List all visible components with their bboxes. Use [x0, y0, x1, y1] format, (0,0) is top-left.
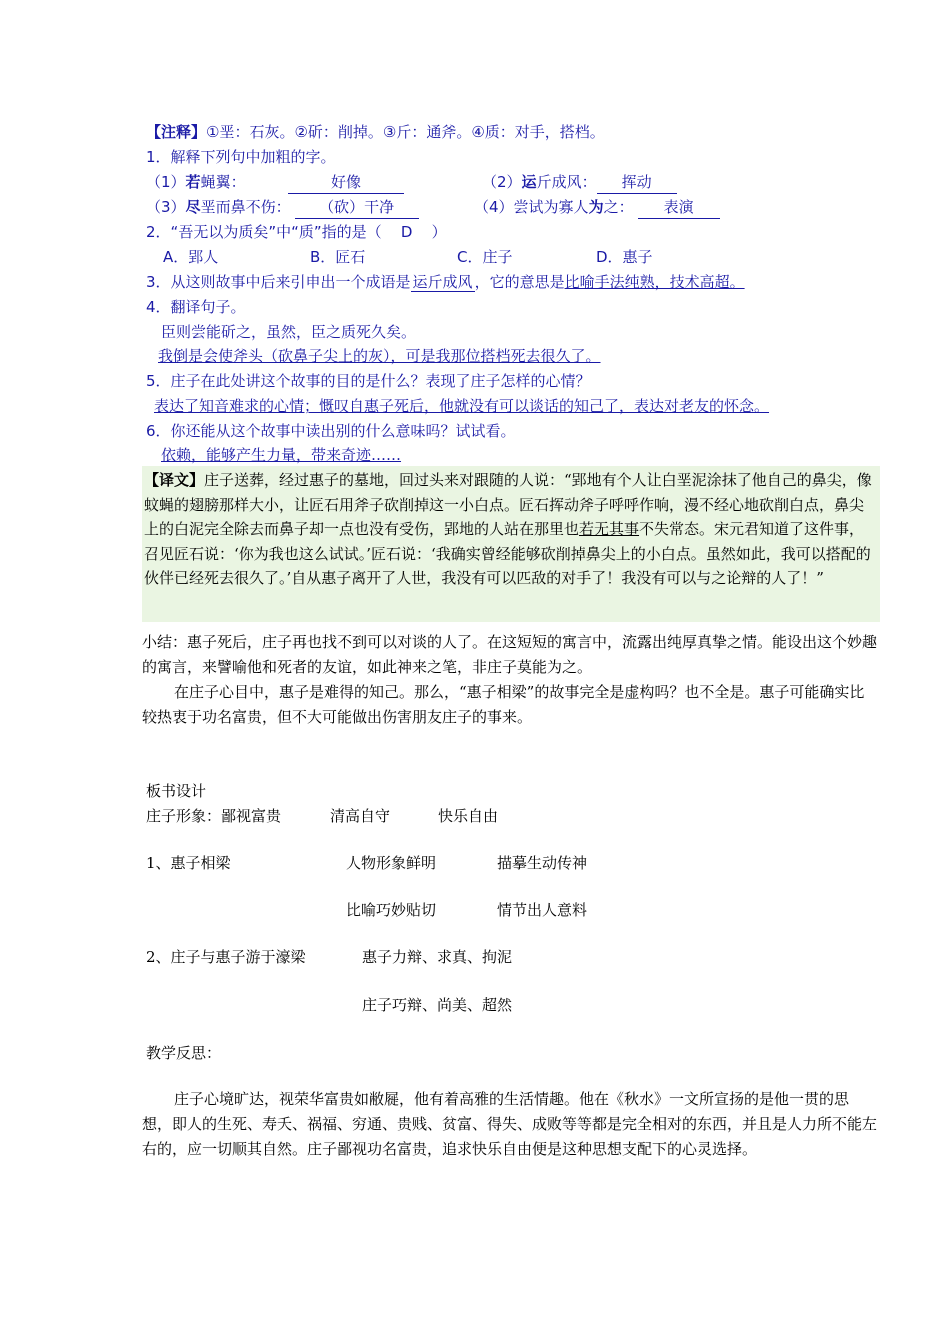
q6-title: 6．你还能从这个故事中读出别的什么意味吗？试试看。 [146, 422, 516, 440]
q1-item-3-bold: 尽 [185, 198, 201, 216]
translation-text-2: 不失常态。宋元君知道了这件事，召见匠石说：‘你为我也这么试试。’匠石说：‘我确实曾经能够砍削掉鼻尖上的小白点。虽然如此，我可以搭配的伙伴已经死去很久了。’自从惠子离开了人世，我没有可以匹敌的对手了！我没有可以与之论辩的人了！” [144, 520, 871, 588]
translation-text-1: 庄子送葬，经过惠子的墓地，回过头来对跟随的人说：“郢地有个人让白垩泥涂抹了他自己的鼻尖，像蚊蝇的翅膀那样大小，让匠石用斧子砍削掉这一小白点。匠石挥动斧子呼呼作响，漫不经心地砍削白点，鼻尖上的白泥完全除去而鼻子却一点也没有受伤，郢地的人站在那里也 [144, 471, 872, 539]
q5-answer-text: 表达了知音难求的心情；慨叹自惠子死后，他就没有可以谈话的知己了，表达对老友的怀念。 [154, 397, 770, 415]
q1-title: 1．解释下列句中加粗的字。 [146, 148, 336, 166]
board-s1-b: 描摹生动传神 [497, 854, 588, 872]
board-s2-b: 庄子巧辩、尚美、超然 [362, 996, 513, 1014]
q1-item-1-answer-wrap [288, 171, 404, 194]
translation-label: 【译文】 [144, 471, 205, 489]
summary-p1: 小结：惠子死后，庄子再也找不到可以对谈的人了。在这短短的寓言中，流露出纯厚真挚之情。能设出这个妙趣的寓言，来譬喻他和死者的友谊，如此神来之笔，非庄子莫能为之。 [142, 633, 878, 676]
q6-answer-text: 依赖，能够产生力量，带来奇迹…… [161, 446, 402, 464]
board-title: 板书设计 [146, 782, 207, 800]
q1-item-4-pre: 尝试为寡人 [513, 198, 589, 216]
q3-line [146, 271, 745, 293]
notes-line [146, 121, 605, 143]
q6-answer [161, 444, 401, 466]
q1-item-4-bold: 为 [588, 198, 604, 216]
board-s1-a: 人物形象鲜明 [346, 854, 437, 872]
q2-option-c: C．庄子 [457, 248, 513, 266]
q4-answer [158, 345, 601, 367]
q2-close: ） [431, 223, 447, 241]
q1-item-2 [482, 171, 677, 194]
notes-bracket: 【注释】 [146, 123, 207, 141]
q1-item-1-bold: 若 [185, 173, 201, 191]
notes-text: ①垩：石灰。②斫：削掉。③斤：通斧。④质：对手，搭档。 [206, 123, 605, 141]
translation-block [142, 466, 880, 622]
reflection-text: 庄子心境旷达，视荣华富贵如敝屣，他有着高雅的生活情趣。他在《秋水》一文所宣扬的是他一贯的思想，即人的生死、寿夭、祸福、穷通、贵贱、贫富、得失、成败等等都是完全相对的东西，并且是人力所不能左右的，应一切顺其自然。庄子鄙视功名富贵，追求快乐自由便是这种思想支配下的心灵选择。 [142, 1090, 878, 1158]
q4-title: 4．翻译句子。 [146, 298, 246, 316]
summary-p2: 在庄子心目中，惠子是难得的知己。那么，“惠子相梁”的故事完全是虚构吗？也不全是。惠子可能确实比较热衷于功名富贵，但不大可能做出伤害朋友庄子的事来。 [142, 683, 865, 726]
q5-answer [154, 395, 769, 417]
translation-underlined: 若无其事 [579, 520, 640, 539]
board-s2-a: 惠子力辩、求真、拘泥 [362, 948, 513, 966]
q1-item-1-rest: 蝇翼： [200, 173, 246, 191]
q1-item-2-rest: 斤成风： [536, 173, 597, 191]
q1-item-3 [146, 196, 419, 219]
q2-line [146, 221, 447, 243]
q1-item-1 [146, 171, 246, 193]
q1-item-4 [474, 196, 720, 219]
q3-mid: ，它的意思是 [474, 273, 565, 291]
board-image-3: 快乐自由 [438, 807, 499, 825]
q1-item-4-num: （4） [474, 198, 514, 216]
q1-item-1-num: （1） [146, 173, 186, 191]
reflection-title: 教学反思： [146, 1044, 222, 1062]
board-s2-label: 2、庄子与惠子游于濠梁 [146, 948, 306, 966]
q1-item-3-answer: （砍）干净 [295, 196, 419, 219]
q2-option-d: D．惠子 [596, 248, 653, 266]
q4-sentence: 臣则尝能斫之，虽然，臣之质死久矣。 [161, 323, 417, 341]
board-image-label: 庄子形象：鄙视富贵 [146, 807, 282, 825]
q1-item-3-rest: 垩而鼻不伤： [200, 198, 291, 216]
q3-idiom: 运斤成风 [412, 273, 473, 291]
q5-title: 5．庄子在此处讲这个故事的目的是什么？表现了庄子怎样的心情？ [146, 372, 591, 390]
q1-item-4-rest: 之： [603, 198, 634, 216]
board-image-2: 清高自守 [330, 807, 391, 825]
q1-item-1-answer: 好像 [288, 171, 404, 194]
q1-item-4-answer: 表演 [638, 196, 720, 219]
q1-item-2-num: （2） [482, 173, 522, 191]
board-s1-label: 1、惠子相梁 [146, 854, 231, 872]
q3-pre: 3．从这则故事中后来引申出一个成语是 [146, 273, 411, 291]
q1-item-3-num: （3） [146, 198, 186, 216]
q2-answer: D [400, 223, 413, 241]
q2-title: 2．“吾无以为质矣”中“质”指的是（ [146, 223, 382, 241]
q1-item-2-answer: 挥动 [597, 171, 677, 194]
q2-option-a: A．郢人 [163, 248, 219, 266]
board-s1-d: 情节出人意料 [497, 901, 588, 919]
q4-answer-text: 我倒是会使斧头（砍鼻子尖上的灰），可是我那位搭档死去很久了。 [158, 347, 601, 365]
board-s1-c: 比喻巧妙贴切 [346, 901, 437, 919]
q1-item-2-bold: 运 [521, 173, 537, 191]
q2-option-b: B．匠石 [310, 248, 366, 266]
q3-meaning: 比喻手法纯熟，技术高超。 [564, 273, 745, 291]
